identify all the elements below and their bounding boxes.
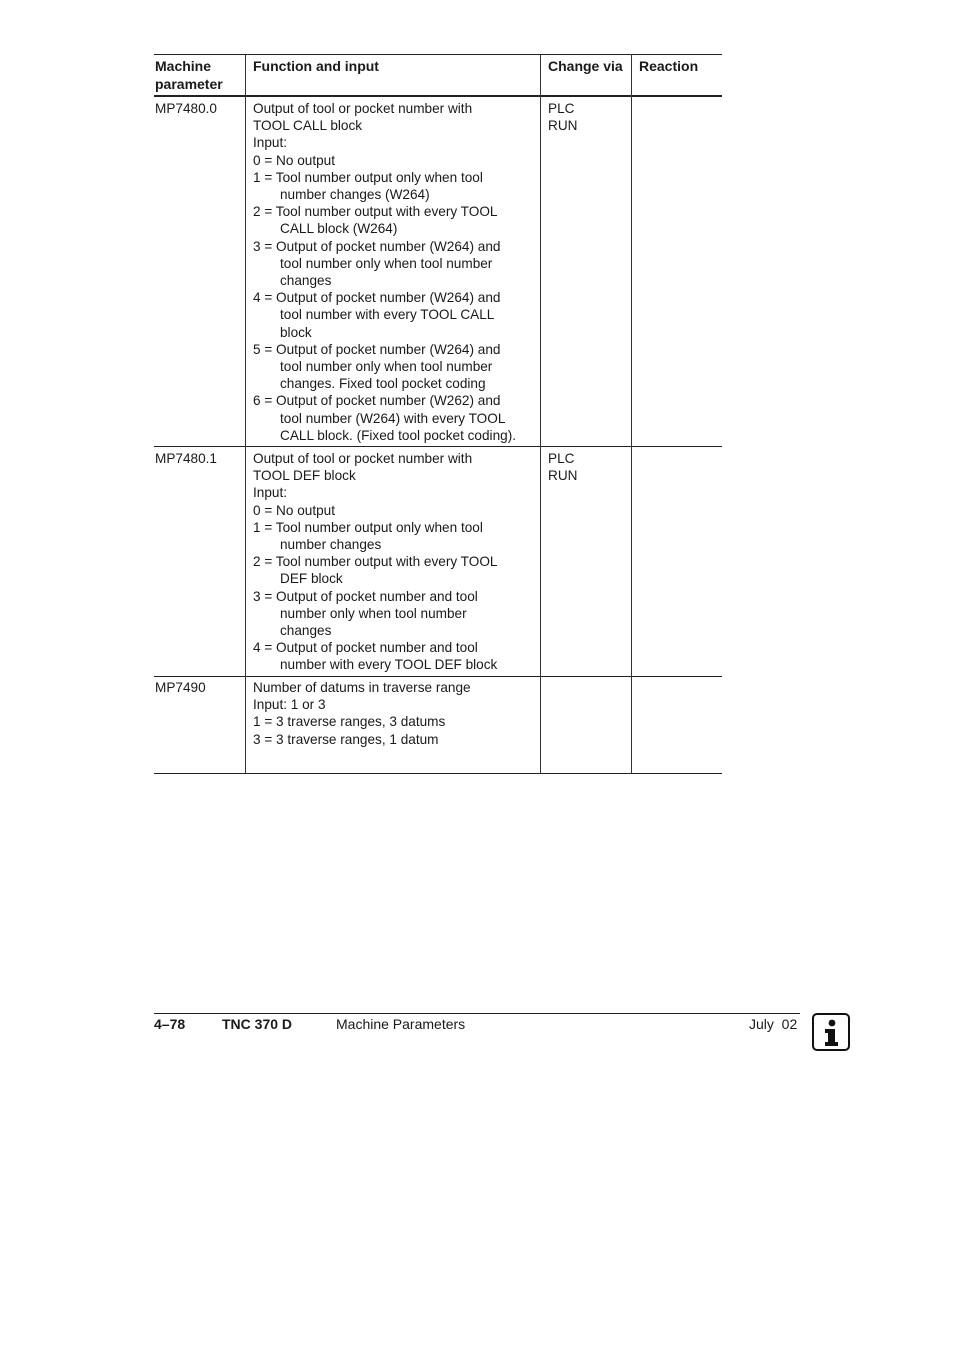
page-number: 4–78 (154, 1016, 186, 1032)
info-icon (812, 1013, 850, 1051)
header-change-via: Change via (548, 58, 623, 74)
product-name: TNC 370 D (222, 1016, 293, 1032)
table-row-function: Output of tool or pocket number with TOOL DEF block Input: 0 = No output 1 = Tool number output only when tool number changes 2 = Tool number output with every TOOL DEF block 3 = Output of pocket number and tool number only when tool number changes 4 = Output of pocket number and tool number with every TOOL DEF block (253, 451, 498, 673)
table-row-parameter: MP7480.0 (155, 101, 217, 116)
table-top-rule (154, 54, 722, 55)
column-divider (631, 54, 632, 774)
header-function: Function and input (253, 58, 379, 74)
column-divider (245, 54, 246, 774)
table-bottom-rule (154, 773, 722, 774)
table-row-change-via: PLC RUN (548, 451, 578, 484)
table-row-function: Output of tool or pocket number with TOOL CALL block Input: 0 = No output 1 = Tool number output only when tool number changes (W264) 2 = Tool number output with every TOOL CALL block (W264) 3 = Output of pocket number (W264) and tool number only when tool number changes 4 = Output of pocket number (W264) and tool number with every TOOL CALL block 5 = Output of pocket number (W264) and tool number only when tool number changes. Fixed tool pocket coding 6 = Output of pocket number (W262) and tool number (W264) with every TOOL CALL block. (Fixed tool pocket coding). (253, 101, 516, 443)
publication-date: July 02 (749, 1016, 798, 1032)
info-glyph (814, 1015, 848, 1049)
table-row-change-via: PLC RUN (548, 101, 578, 134)
header-bottom-rule (154, 95, 722, 97)
footer-rule (154, 1013, 800, 1014)
header-reaction: Reaction (639, 58, 699, 74)
header-parameter: Machine parameter (155, 58, 223, 92)
row-divider (154, 446, 722, 447)
row-divider (154, 676, 722, 677)
table-row-parameter: MP7480.1 (155, 451, 217, 466)
table-row-parameter: MP7490 (155, 680, 206, 695)
column-divider (540, 54, 541, 774)
table-row-function: Number of datums in traverse range Input: 1 or 3 1 = 3 traverse ranges, 3 datums 3 = 3 traverse ranges, 1 datum (253, 680, 471, 747)
section-title: Machine Parameters (336, 1016, 466, 1032)
